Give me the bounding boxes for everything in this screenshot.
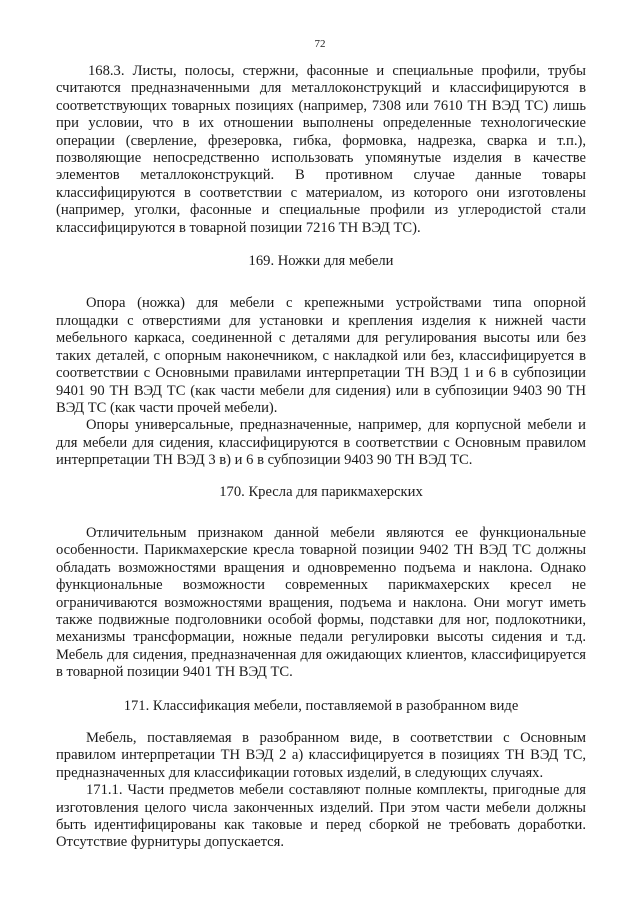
page-number: 72: [314, 38, 326, 50]
paragraph-169-1: Опора (ножка) для мебели с крепежными устройствами типа опорной площадки с отверстиями для установки и крепления изделия к нижней части мебельного каркаса, соединенной с деталями для регулирования высоты или без таких деталей, с опорным наконечником, с накладкой или без, классифицируется в соответствии с Основными правилами интерпретации ТН ВЭД 1 и 6 в субпозиции 9401 90 ТН ВЭД ТС (как части мебели для сидения) или в субпозиции 9403 90 ТН ВЭД ТС (как части прочей мебели).: [56, 295, 586, 416]
paragraph-171-1-1: 171.1. Части предметов мебели составляют полные комплекты, пригодные для изготовления целого числа законченных изделий. При этом части мебели должны быть идентифицированы как таковые и перед сборкой не требовать доработки. Отсутствие фурнитуры допускается.: [56, 782, 586, 851]
page-content: [56, 63, 586, 852]
paragraph-170-1: Отличительным признаком данной мебели являются ее функциональные особенности. Парикмахерские кресла товарной позиции 9402 ТН ВЭД ТС должны обладать возможностями вращения и одновременно подъема и наклона. Однако функциональные возможности современных парикмахерских кресел не ограничиваются возможностями вращения, подъема и наклона. Они могут иметь также подвижные подголовники особой формы, подставки для ног, подлокотники, механизмы трансформации, ножные педали регулировки высоты сидения и т.д. Мебель для сидения, предназначенная для ожидающих клиентов, классифицируется в товарной позиции 9401 ТН ВЭД ТС.: [56, 524, 586, 681]
paragraph-171-1: Мебель, поставляемая в разобранном виде, в соответствии с Основным правилом интерпретации ТН ВЭД 2 а) классифицируется в позициях ТН ВЭД ТС, предназначенных для классификации готовых изделий, в следующих случаях.: [56, 730, 586, 781]
section-heading-171: 171. Классификация мебели, поставляемой в разобранном виде: [123, 697, 519, 714]
section-heading-169: 169. Ножки для мебели: [248, 253, 394, 270]
paragraph-168-3: 168.3. Листы, полосы, стержни, фасонные и специальные профили, трубы считаются предназначенными для металлоконструкций и классифицируются в соответствующих товарных позициях (например, 7308 или 7610 ТН ВЭД ТС) лишь при условии, что в их отношении выполнены определенные технологические операции (сверление, фрезеровка, гибка, формовка, надрезка, сварка и т.п.), позволяющие непосредственно использовать упомянутые изделия в качестве элементов металлоконструкций. В противном случае данные товары классифицируются в соответствии с материалом, из которого они изготовлены (например, уголки, фасонные и специальные профили из углеродистой стали классифицируются в товарной позиции 7216 ТН ВЭД ТС).: [56, 63, 586, 236]
paragraph-169-2: Опоры универсальные, предназначенные, например, для корпусной мебели и для мебели для сидения, классифицируются в соответствии с Основным правилом интерпретации ТН ВЭД 3 в) и 6 в субпозиции 9403 90 ТН ВЭД ТС.: [56, 417, 586, 469]
section-heading-170: 170. Кресла для парикмахерских: [219, 483, 423, 500]
